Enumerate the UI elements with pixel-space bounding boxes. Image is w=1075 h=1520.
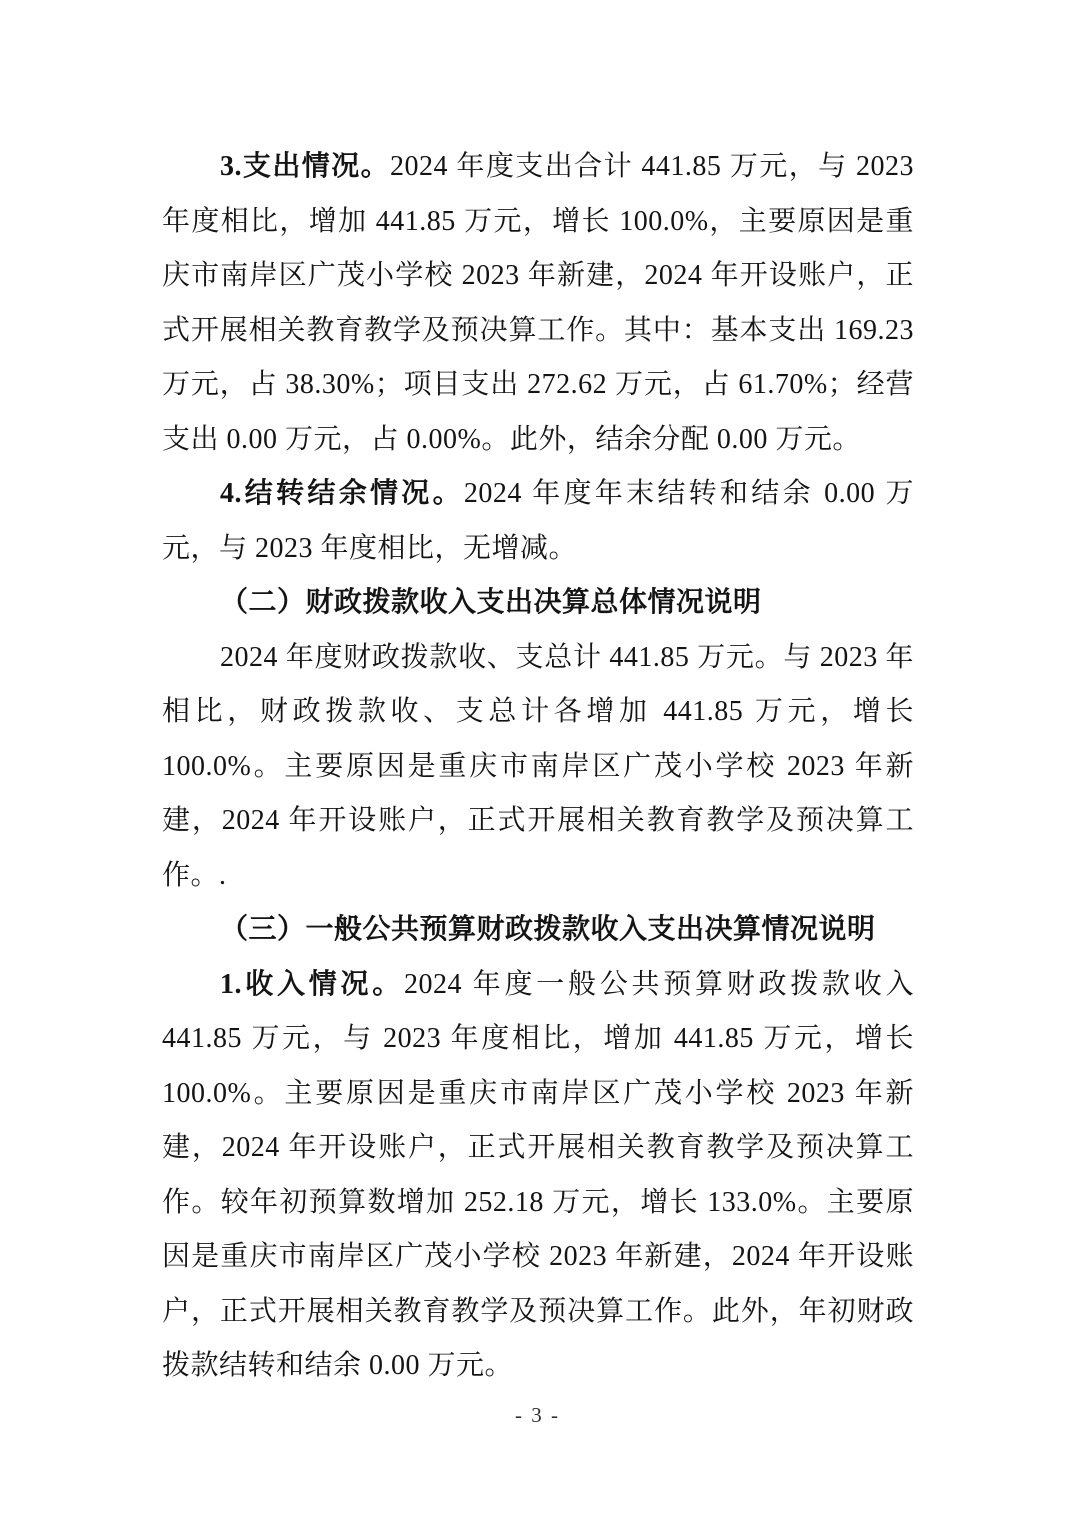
- paragraph-expenditure: [162, 140, 914, 467]
- paragraph-fiscal-total-text: 2024 年度财政拨款收、支总计 441.85 万元。与 2023 年相比，财政拨款收、支总计各增加 441.85 万元，增长 100.0%。主要原因是重庆市南岸区广茂小学校 2023 年新建，2024 年开设账户，正式开展相关教育教学及预决算工作。.: [162, 641, 914, 891]
- paragraph-income-text: 2024 年度一般公共预算财政拨款收入 441.85 万元，与 2023 年度相比，增加 441.85 万元，增长 100.0%。主要原因是重庆市南岸区广茂小学校 2023 年新建，2024 年开设账户，正式开展相关教育教学及预决算工作。较年初预算数增加 252.18 万元，增长 133.0%。主要原因是重庆市南岸区广茂小学校 2023 年新建，2024 年开设账户，正式开展相关教育教学及预决算工作。此外，年初财政拨款结转和结余 0.00 万元。: [162, 968, 914, 1381]
- paragraph-carryover-text: 2024 年度年末结转和结余 0.00 万元，与 2023 年度相比，无增减。: [162, 478, 914, 564]
- paragraph-expenditure-lead: 3.支出情况。: [220, 151, 391, 182]
- section-heading-general-public-budget: （三）一般公共预算财政拨款收入支出决算情况说明: [220, 914, 876, 945]
- paragraph-expenditure-text: 2024 年度支出合计 441.85 万元，与 2023 年度相比，增加 441.85 万元，增长 100.0%，主要原因是重庆市南岸区广茂小学校 2023 年新建，2024 年开设账户，正式开展相关教育教学及预决算工作。其中：基本支出 169.23 万元，占 38.30%；项目支出 272.62 万元，占 61.70%；经营支出 0.00 万元，占 0.00%。此外，结余分配 0.00 万元。: [162, 151, 914, 455]
- paragraph-fiscal-total: [162, 631, 914, 904]
- document-body: [162, 140, 914, 1394]
- paragraph-income: [162, 958, 914, 1394]
- page-number: - 3 -: [515, 1403, 560, 1427]
- paragraph-carryover: [162, 467, 914, 576]
- paragraph-carryover-lead: 4.结转结余情况。: [220, 478, 464, 509]
- paragraph-income-lead: 1.收入情况。: [220, 968, 404, 1000]
- section-heading-fiscal-appropriation: （二）财政拨款收入支出决算总体情况说明: [220, 587, 762, 618]
